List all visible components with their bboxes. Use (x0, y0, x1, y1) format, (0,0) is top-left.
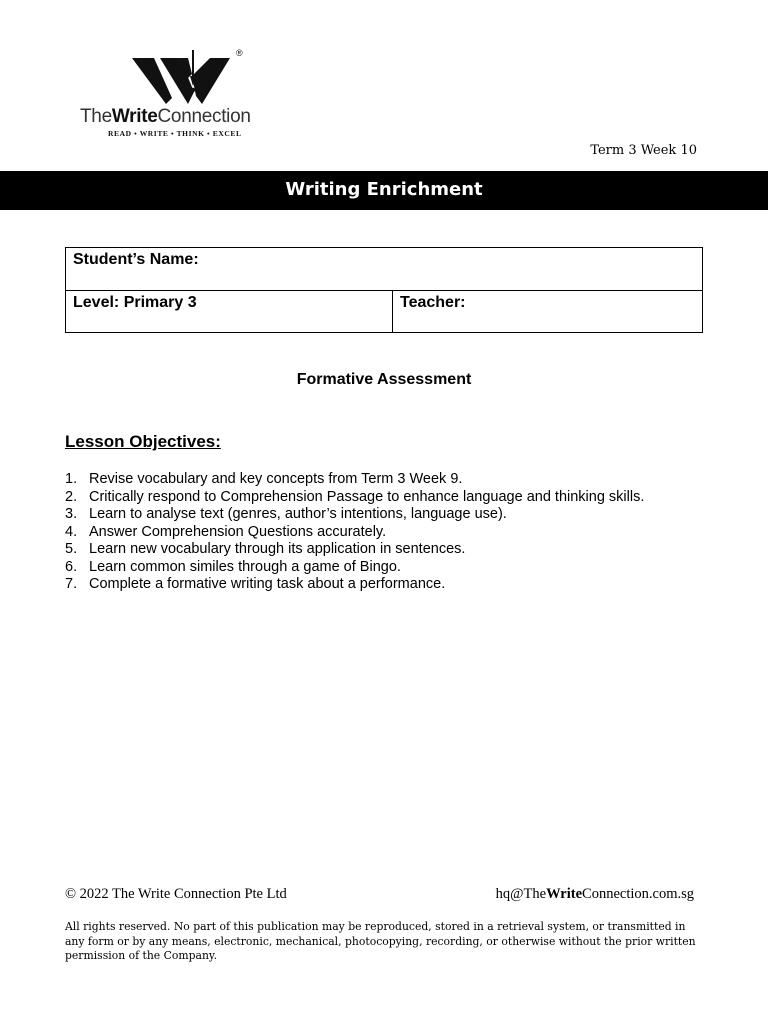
item-number: 7. (65, 576, 78, 592)
list-item (65, 506, 644, 524)
rights-statement: All rights reserved. No part of this publication may be reproduced, stored in a retrieval system, or transmitted in any form or by any means, electronic, mechanical, photocopying, recording, or otherwise without the prior written permission of the Company. (65, 920, 696, 962)
objectives-list (65, 471, 644, 594)
list-item (65, 524, 644, 542)
logo-tagline: READ • WRITE • THINK • EXCEL (108, 129, 242, 138)
email-suffix: Connection.com.sg (582, 886, 694, 902)
item-text: Learn new vocabulary through its application in sentences. (89, 541, 466, 557)
level-teacher-row (66, 291, 702, 333)
list-item (65, 541, 644, 559)
list-item (65, 559, 644, 577)
student-name-label: Student’s Name: (73, 251, 199, 268)
cell-divider (392, 291, 393, 333)
wordmark-prefix: The (80, 106, 112, 127)
term-label: Term 3 Week 10 (590, 143, 697, 158)
company-logo (78, 44, 293, 144)
item-text: Learn common similes through a game of Bingo. (89, 558, 401, 575)
item-text: Complete a formative writing task about a performance. (89, 576, 446, 592)
item-text: Revise vocabulary and key concepts from Term 3 Week 9. (89, 471, 463, 487)
item-text: Critically respond to Comprehension Passage to enhance language and thinking skills. (89, 488, 645, 505)
logo-w-mark-icon (132, 46, 252, 106)
page-title: Writing Enrichment (285, 179, 483, 200)
student-info-table (65, 247, 703, 333)
student-name-row (66, 248, 702, 291)
email-bold: Write (546, 886, 583, 902)
contact-email[interactable] (496, 886, 694, 903)
item-number: 6. (65, 558, 78, 575)
wordmark-suffix: Connection (157, 106, 251, 127)
email-prefix: hq@The (495, 886, 547, 902)
objectives-heading: Lesson Objectives: (65, 432, 221, 451)
wordmark-bold: Write (111, 106, 158, 127)
item-number: 4. (65, 523, 78, 540)
level-label: Level: Primary 3 (73, 294, 197, 311)
item-text: Learn to analyse text (genres, author’s intentions, language use). (89, 506, 507, 522)
list-item (65, 576, 644, 594)
teacher-label: Teacher: (400, 294, 466, 311)
assessment-title: Formative Assessment (296, 371, 472, 388)
item-number: 3. (65, 506, 78, 522)
item-text: Answer Comprehension Questions accurately. (89, 523, 387, 540)
item-number: 5. (65, 541, 78, 557)
item-number: 2. (65, 488, 78, 505)
list-item (65, 471, 644, 489)
title-banner (0, 171, 768, 210)
item-number: 1. (65, 471, 78, 487)
copyright-notice: © 2022 The Write Connection Pte Ltd (65, 886, 287, 902)
registered-mark: ® (236, 48, 243, 58)
logo-wordmark (80, 106, 251, 128)
list-item (65, 489, 644, 507)
